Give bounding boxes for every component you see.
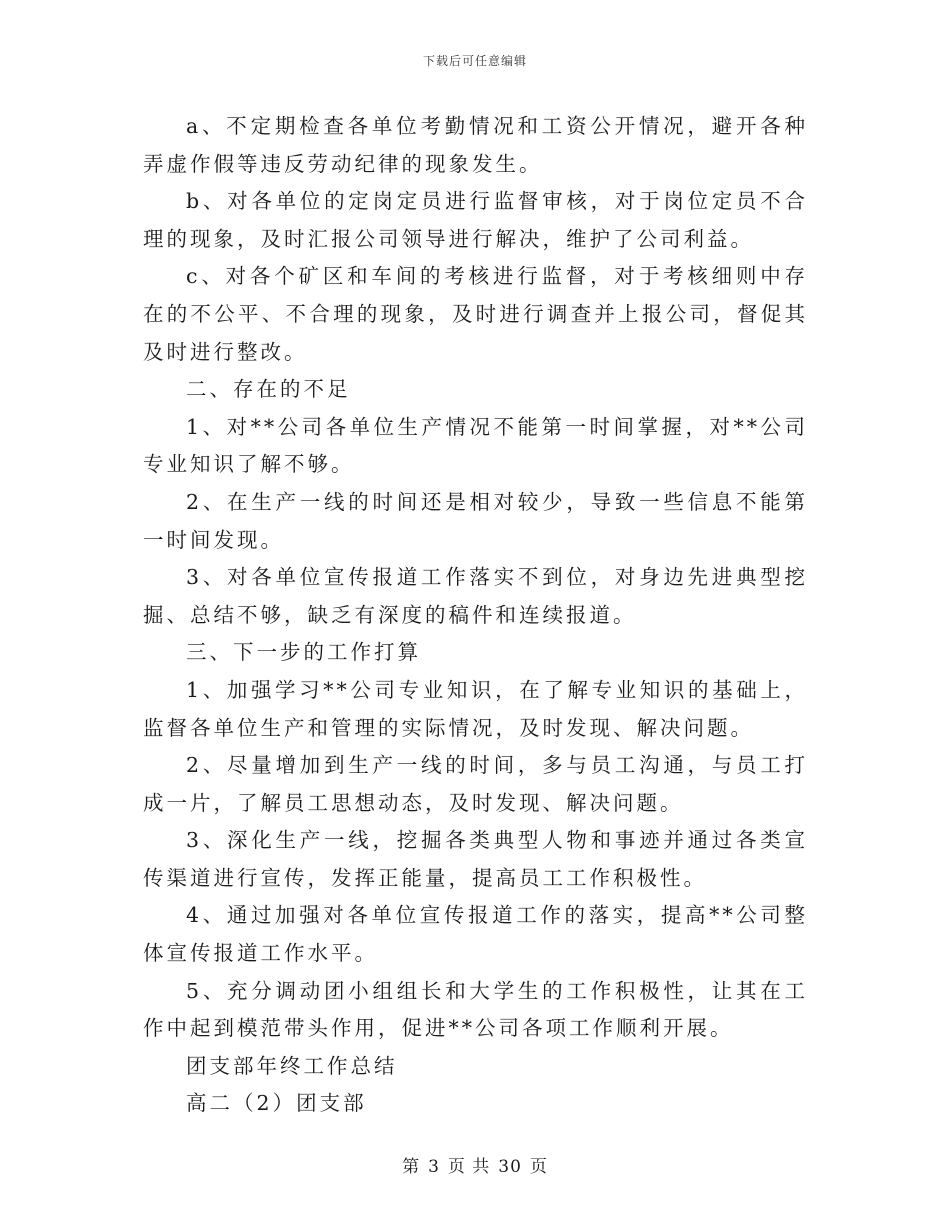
paragraph-b: b、对各单位的定岗定员进行监督审核，对于岗位定员不合理的现象，及时汇报公司领导进行解决，维护了公司利益。 (143, 189, 808, 251)
section-heading-shortcomings: 二、存在的不足 (186, 377, 351, 402)
new-document-title: 团支部年终工作总结 (186, 1053, 398, 1078)
footer-current-page: 3 (428, 1157, 440, 1177)
shortcoming-2: 2、在生产一线的时间还是相对较少，导致一些信息不能第一时间发现。 (143, 489, 808, 552)
footer-total-pages: 30 (498, 1157, 522, 1177)
plan-4: 4、通过加强对各单位宣传报道工作的落实，提高**公司整体宣传报道工作水平。 (143, 903, 808, 966)
plan-2: 2、尽量增加到生产一线的时间，多与员工沟通，与员工打成一片，了解员工思想动态，及时发现、解决问题。 (143, 753, 808, 815)
page-footer (0, 1152, 950, 1177)
document-body (143, 108, 808, 1123)
plan-1: 1、加强学习**公司专业知识，在了解专业知识的基础上，监督各单位生产和管理的实际情况，及时发现、解决问题。 (143, 677, 808, 740)
new-document-author: 高二（2）团支部 (186, 1091, 367, 1116)
footer-prefix: 第 (402, 1157, 421, 1177)
paragraph-c: c、对各个矿区和车间的考核进行监督，对于考核细则中存在的不公平、不合理的现象，及时进行调查并上报公司，督促其及时进行整改。 (143, 264, 808, 364)
shortcoming-3: 3、对各单位宣传报道工作落实不到位，对身边先进典型挖掘、总结不够，缺乏有深度的稿件和连续报道。 (143, 565, 808, 627)
footer-middle: 页 共 (447, 1157, 491, 1177)
paragraph-a: a、不定期检查各单位考勤情况和工资公开情况，避开各种弄虚作假等违反劳动纪律的现象发生。 (143, 114, 808, 176)
plan-3: 3、深化生产一线，挖掘各类典型人物和事迹并通过各类宣传渠道进行宣传，发挥正能量，提高员工工作积极性。 (143, 828, 808, 890)
shortcoming-1: 1、对**公司各单位生产情况不能第一时间掌握，对**公司专业知识了解不够。 (143, 414, 808, 477)
page-header-note: 下载后可任意编辑 (422, 54, 527, 68)
plan-5: 5、充分调动团小组组长和大学生的工作积极性，让其在工作中起到模范带头作用，促进**公司各项工作顺利开展。 (143, 978, 808, 1041)
footer-suffix: 页 (529, 1157, 548, 1177)
section-heading-next-steps: 三、下一步的工作打算 (186, 640, 422, 665)
